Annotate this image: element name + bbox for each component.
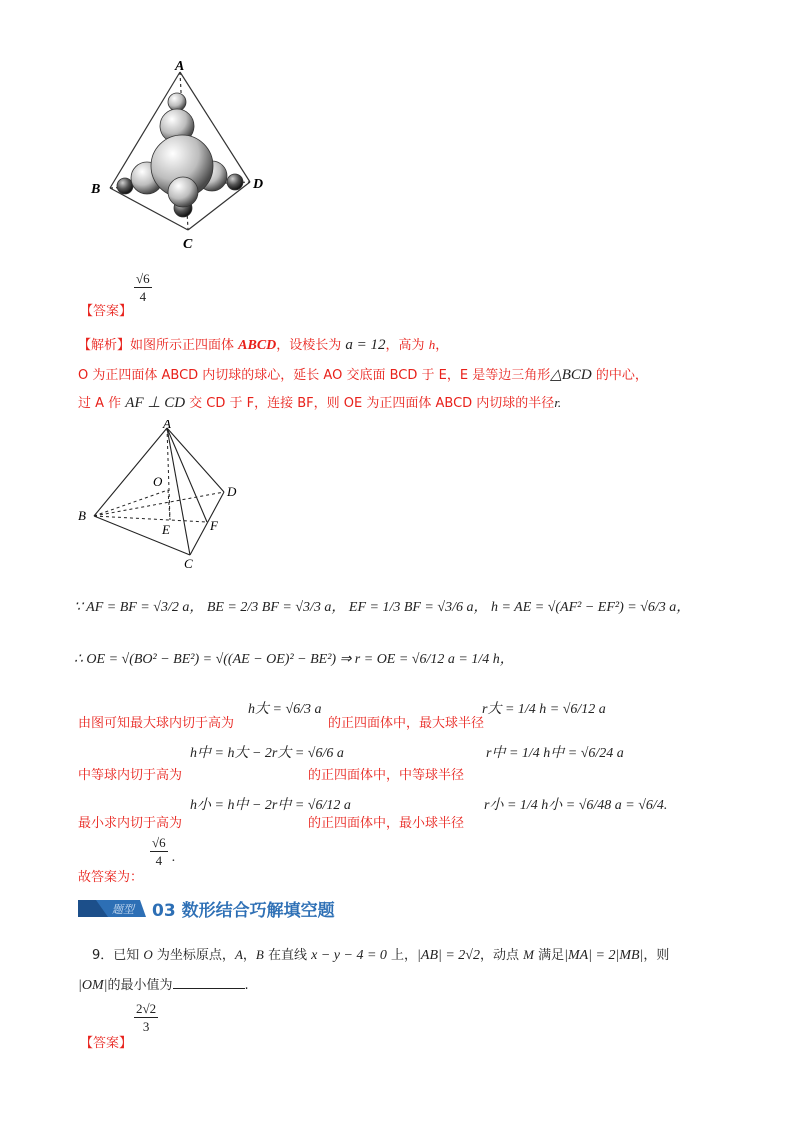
- vertex-label-D: D: [253, 177, 264, 192]
- answer-9-fraction: $\frac{2√2}{3}$: [136, 1001, 157, 1034]
- small-r-formula: r小 = 1/4 h小 = √6/48 a = √6/4.: [484, 798, 668, 813]
- answer-9-tag: 【答案】: [80, 1036, 133, 1051]
- big-h-formula: h大 = √6/3 a: [248, 702, 322, 717]
- formula-line-1: ∵ AF = BF = √3/2 a， BE = 2/3 BF = √3/3 a， EF = 1/3 BF = √3/6 a， h = AE = √(AF² − EF²) = √6/3 a，: [74, 600, 691, 615]
- conclusion-fraction: $\frac{√6}{4}$: [152, 835, 166, 868]
- big-sphere-text: 由图可知最大球内切于高为 的正四面体中，最大球半径: [78, 716, 485, 731]
- answer-blank[interactable]: [173, 976, 245, 989]
- spheres: [117, 93, 243, 217]
- question-9-line-1: 9．已知 O 为坐标原点，A，B 在直线 x − y − 4 = 0 上，|AB| = 2√2，动点 M 满足|MA| = 2|MB|，则: [92, 947, 670, 963]
- big-r-formula: r大 = 1/4 h = √6/12 a: [482, 702, 606, 717]
- analysis-tag: 【解析】: [78, 338, 131, 353]
- vertex-label-A: A: [175, 59, 185, 74]
- vertex-label-B2: B: [78, 508, 86, 523]
- section-title: 03 数形结合巧解填空题: [152, 901, 335, 921]
- small-h-formula: h小 = h中 − 2r中 = √6/12 a: [190, 798, 351, 813]
- point-label-O: O: [153, 474, 163, 489]
- answer-tag: 【答案】: [80, 304, 133, 319]
- vertex-label-B: B: [91, 182, 101, 197]
- tetrahedron-construction-figure: [72, 420, 252, 570]
- mid-sphere-text: 中等球内切于高为 的正四面体中，中等球半径: [78, 768, 465, 783]
- vertex-label-A2: A: [163, 420, 171, 431]
- mid-r-formula: r中 = 1/4 h中 = √6/24 a: [486, 746, 624, 761]
- section-badge-text: 题型: [112, 903, 134, 916]
- analysis-line-3: 过 A 作 AF ⊥ CD 交 CD 于 F，连接 BF，则 OE 为正四面体 ABCD 内切球的半径r.: [78, 395, 562, 411]
- vertex-label-C: C: [183, 237, 193, 252]
- section-badge-icon: [78, 900, 146, 917]
- analysis-line-1: 【解析】如图所示正四面体 ABCD，设棱长为 a = 12，高为 h，: [78, 337, 449, 353]
- analysis-line-2: O 为正四面体 ABCD 内切球的球心，延长 AO 交底面 BCD 于 E，E 是等边三角形△BCD 的中心，: [78, 367, 648, 383]
- tetrahedron-spheres-figure: [85, 58, 275, 258]
- point-label-E: E: [162, 522, 170, 537]
- vertex-label-C2: C: [184, 556, 193, 570]
- point-label-F: F: [210, 518, 218, 533]
- vertex-label-D2: D: [227, 484, 237, 499]
- small-sphere-text: 最小求内切于高为 的正四面体中，最小球半径: [78, 816, 465, 831]
- answer-1-fraction: $\frac{√6}{4}$: [136, 271, 150, 304]
- mid-h-formula: h中 = h大 − 2r大 = √6/6 a: [190, 746, 344, 761]
- formula-line-2: ∴ OE = √(BO² − BE²) = √((AE − OE)² − BE²) ⇒ r = OE = √6/12 a = 1/4 h，: [74, 652, 514, 667]
- question-9-line-2: |OM|的最小值为 .: [78, 978, 249, 993]
